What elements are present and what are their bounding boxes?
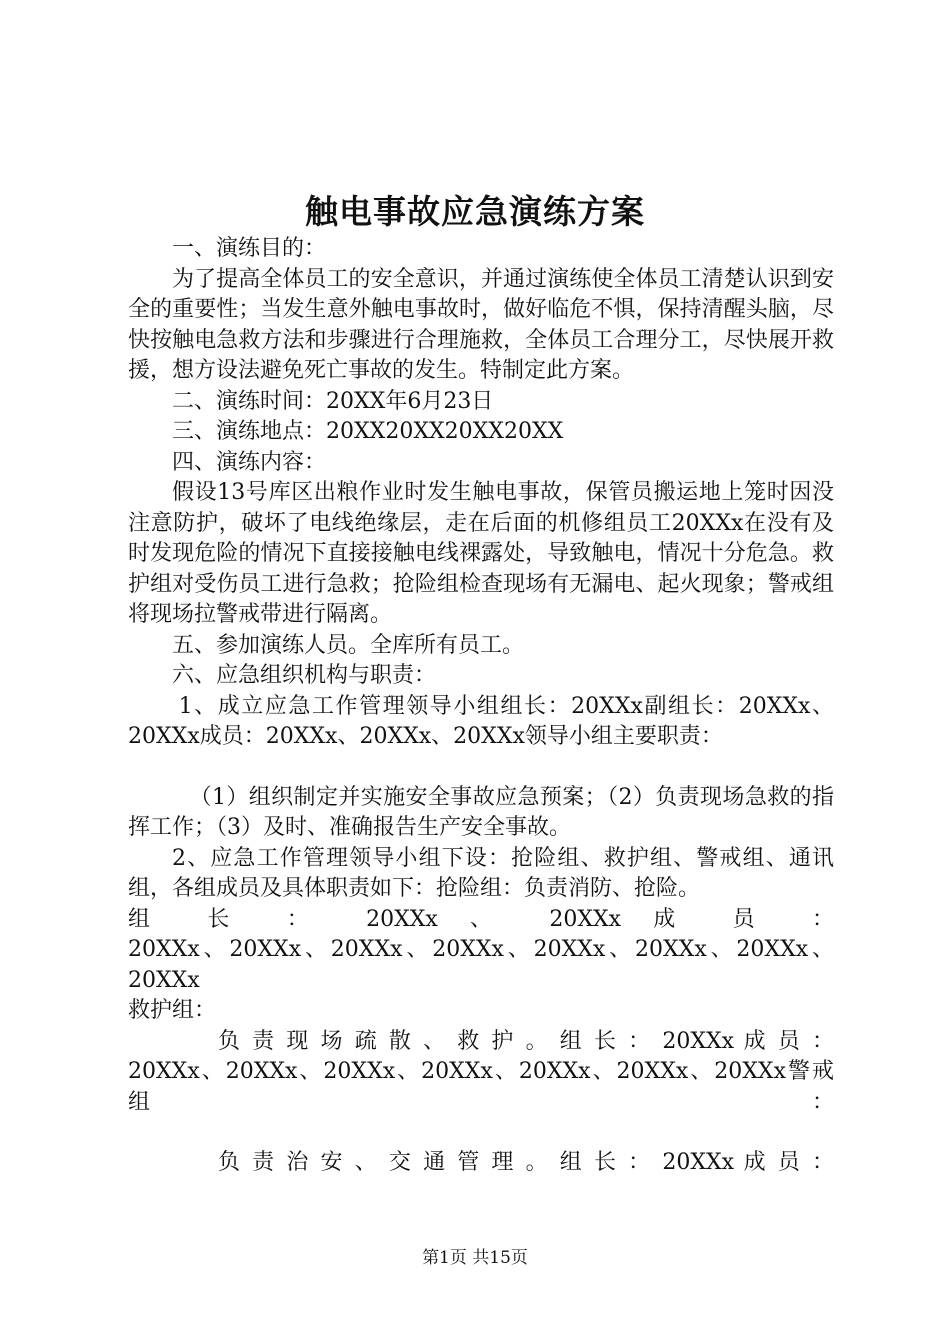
document-title: 触电事故应急演练方案: [305, 192, 645, 231]
section-5-heading: 五、参加演练人员。全库所有员工。: [172, 632, 525, 658]
section-2-heading: 二、演练时间：20XX年6月23日: [172, 388, 494, 414]
section-6-heading: 六、应急组织机构与职责：: [172, 663, 437, 688]
guard-team-duty-line: 负 责 治 安 、 交 通 管 理 。 组 长 ： 20XXx 成 员 ：: [218, 1150, 834, 1175]
section-1-body: 为了提高全体员工的安全意识，并通过演练使全体员工清楚认识到安全的重要性；当发生意外触电事故时，做好临危不惧，保持清醒头脑，尽快按触电急救方法和步骤进行合理施救，全体员工合理分工，尽快展开救援，想方设法避免死亡事故的发生。特制定此方案。: [128, 266, 834, 383]
section-1-heading: 一、演练目的：: [172, 236, 327, 261]
medical-team-duty-line: 负 责 现 场 疏 散 、 救 护 。 组 长 ： 20XXx 成 员 ：: [218, 1028, 834, 1054]
document-body: [128, 234, 834, 1179]
spacer: [128, 753, 834, 783]
medical-team-members-line: 20XXx、20XXx、20XXx、20XXx、20XXx、20XXx、20XXx警戒组：: [128, 1059, 834, 1115]
section-4-heading: 四、演练内容：: [172, 449, 327, 475]
section-6-item-1-duties: （1）组织制定并实施安全事故应急预案；（2）负责现场急救的指挥工作；（3）及时、准确报告生产安全事故。: [128, 784, 834, 840]
medical-team-label: 救护组：: [128, 998, 217, 1023]
section-6-item-2: 2、应急工作管理领导小组下设：抢险组、救护组、警戒组、通讯组，各组成员及具体职责如下：抢险组：负责消防、抢险。: [128, 845, 834, 901]
section-4-body: 假设13号库区出粮作业时发生触电事故，保管员搬运地上笼时因没注意防护，破坏了电线绝缘层，走在后面的机修组员工20XXx在没有及时发现危险的情况下直接接触电线裸露处，导致触电，情况十分危急。救护组对受伤员工进行急救；抢险组检查现场有无漏电、起火现象；警戒组将现场拉警戒带进行隔离。: [128, 480, 834, 627]
rescue-team-members-line: 20XXx、20XXx、20XXx、20XXx、20XXx、20XXx、20XXx、20XXx: [128, 937, 834, 993]
spacer: [128, 1118, 834, 1148]
section-3-heading: 三、演练地点：20XX20XX20XX20XX: [172, 419, 564, 444]
section-6-item-1: 1、成立应急工作管理领导小组组长：20XXx副组长：20XXx、20XXx成员：20XXx、20XXx、20XXx领导小组主要职责：: [128, 693, 834, 749]
rescue-team-leader-line: 组 长 ： 20XXx 、 20XXx 成 员 ：: [128, 906, 834, 932]
page-footer: 第1页 共15页: [422, 1248, 528, 1268]
